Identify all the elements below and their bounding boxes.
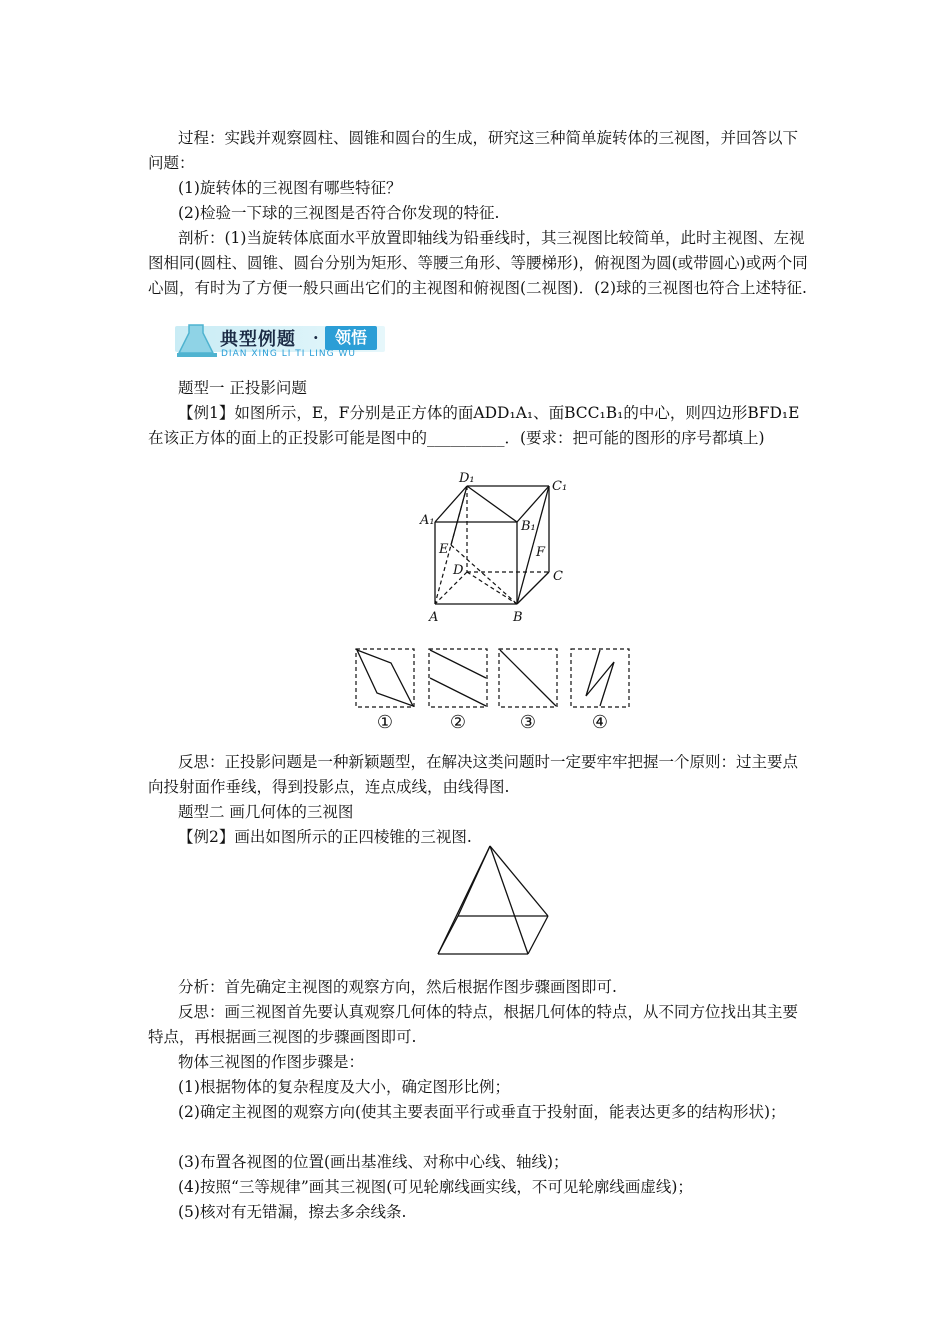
label-a1: A₁ [420,513,435,528]
reflection-2: 反思：画三视图首先要认真观察几何体的特点，根据几何体的特点，从不同方位找出其主要特点，再根据画三视图的步骤画图即可. [148,1003,799,1046]
label-a: A [429,610,439,625]
reflection-1: 反思：正投影问题是一种新颖题型，在解决这类问题时一定要牢牢把握一个原则：过主要点向投射面作垂线，得到投影点，连点成线，由线得图. [148,753,799,796]
example2-text: 【例2】画出如图所示的正四棱锥的三视图. [178,828,472,846]
section-banner: 典型例题 · 领悟 DIAN XING LI TI LING WU [175,322,393,362]
label-b1: B₁ [521,519,536,534]
label-e: E [439,542,449,557]
type1-heading: 题型一 正投影问题 [178,379,307,397]
option-3-figure [498,648,558,708]
label-d1: D₁ [459,471,475,486]
banner-tag: 领悟 [325,326,377,350]
option-2-label: ② [449,712,467,733]
label-f: F [536,545,546,560]
type2-heading: 题型二 画几何体的三视图 [178,803,354,821]
flask-icon [175,322,219,360]
label-d: D [453,563,464,578]
cube-figure [415,470,575,630]
step-3: (3)布置各视图的位置(画出基准线、对称中心线、轴线)； [178,1153,569,1171]
label-c1: C₁ [552,479,568,494]
option-1-figure [355,648,415,708]
label-b: B [513,610,523,625]
steps-title: 物体三视图的作图步骤是： [178,1053,365,1071]
option-4-label: ④ [591,712,609,733]
analysis-paragraph: 剖析：(1)当旋转体底面水平放置即轴线为铅垂线时，其三视图比较简单，此时主视图、左视图相同(圆柱、圆锥、圆台分别为矩形、等腰三角形、等腰梯形)，俯视图为圆(或带圆心)或两个同心圆，有时为了方便一般只画出它们的主视图和俯视图(二视图)．(2)球的三视图也符合上述特征. [148,229,808,297]
step-4: (4)按照“三等规律”画其三视图(可见轮廓线画实线，不可见轮廓线画虚线)； [178,1178,693,1196]
option-2-figure [428,648,488,708]
example1-text: 【例1】如图所示，E，F分别是正方体的面ADD₁A₁、面BCC₁B₁的中心，则四边形BFD₁E在该正方体的面上的正投影可能是图中的__________．(要求：把可能的图形的序号都填上) [148,404,800,447]
option-4-figure [570,648,630,708]
question-1: (1)旋转体的三视图有哪些特征？ [178,179,402,197]
question-2: (2)检验一下球的三视图是否符合你发现的特征. [178,204,500,222]
option-3-label: ③ [519,712,537,733]
process-paragraph: 过程：实践并观察圆柱、圆锥和圆台的生成，研究这三种简单旋转体的三视图，并回答以下问题： [148,129,799,172]
label-c: C [553,569,563,584]
option-1-label: ① [376,712,394,733]
banner-pinyin: DIAN XING LI TI LING WU [221,349,356,359]
analysis-2: 分析：首先确定主视图的观察方向，然后根据作图步骤画图即可. [178,978,617,996]
step-1: (1)根据物体的复杂程度及大小，确定图形比例； [178,1078,510,1096]
banner-title: 典型例题 [220,329,296,350]
pyramid-figure [430,840,560,960]
step-5: (5)核对有无错漏，擦去多余线条. [178,1203,407,1221]
step-2: (2)确定主视图的观察方向(使其主要表面平行或垂直于投射面，能表达更多的结构形状)； [178,1103,786,1121]
